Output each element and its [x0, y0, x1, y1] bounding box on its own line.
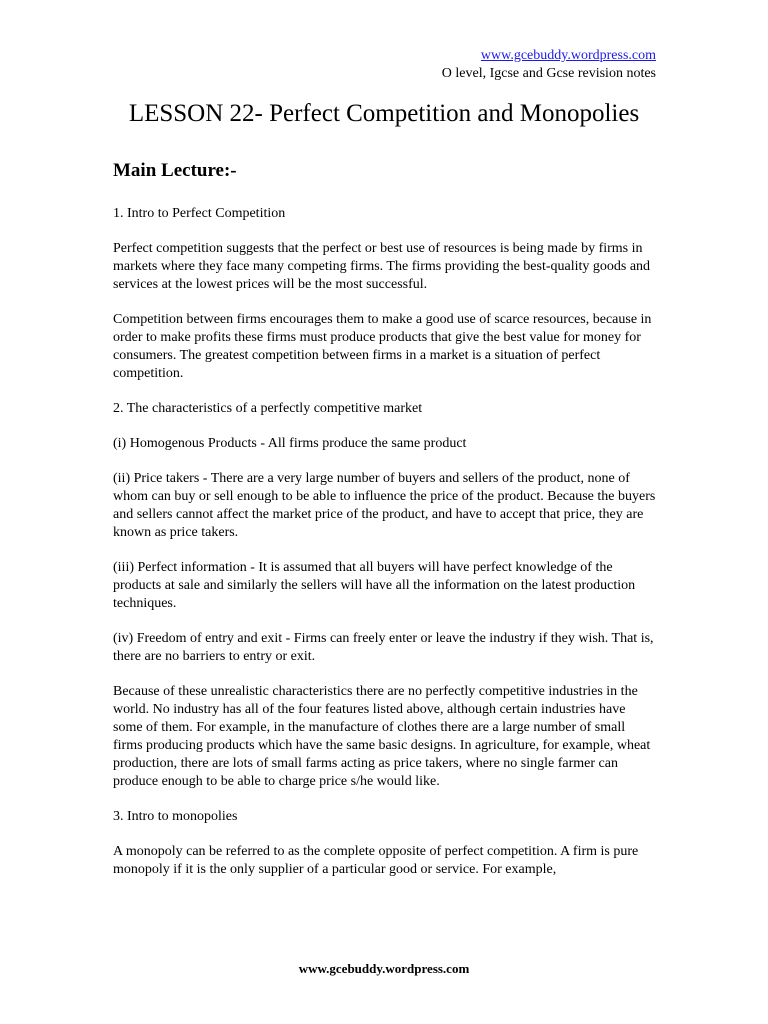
paragraph: Competition between firms encourages them to make a good use of scarce resources, because in order to make profits these firms must produce products that give the best value for money for consumers. The greatest competition between firms in a market is a situation of perfect competition. — [113, 312, 652, 381]
characteristic-item: (iv) Freedom of entry and exit - Firms can freely enter or leave the industry if they wish. That is, there are no barriers to entry or exit. — [113, 631, 654, 664]
paragraph: Because of these unrealistic characteristics there are no perfectly competitive industries in the world. No industry has all of the four features listed above, although certain industries have some of them. For example, in the manufacture of clothes there are a large number of small firms producing products which have the same basic designs. In agriculture, for example, wheat production, there are lots of small farms acting as price takers, where no single farmer can produce enough to be able to charge price s/he would like. — [113, 684, 651, 789]
page-header — [442, 47, 656, 83]
header-subtitle: O level, Igcse and Gcse revision notes — [441, 66, 656, 81]
characteristic-item: (i) Homogenous Products - All firms produce the same product — [113, 436, 467, 451]
lesson-title: LESSON 22- Perfect Competition and Monopolies — [128, 100, 640, 127]
website-link[interactable]: www.gcebuddy.wordpress.com — [480, 48, 656, 63]
paragraph: Perfect competition suggests that the perfect or best use of resources is being made by firms in markets where they face many competing firms. The firms providing the best-quality goods and services at the lowest prices will be the most successful. — [113, 241, 651, 292]
paragraph: A monopoly can be referred to as the complete opposite of perfect competition. A firm is pure monopoly if it is the only supplier of a particular good or service. For example, — [113, 844, 639, 877]
main-lecture-heading: Main Lecture:- — [113, 160, 237, 181]
characteristic-item: (ii) Price takers - There are a very large number of buyers and sellers of the product, none of whom can buy or sell enough to be able to influence the price of the product. Because the buyers and sellers cannot affect the market price of the product, and have to accept that price, they are known as price takers. — [113, 471, 656, 540]
section-heading-intro-monopolies: 3. Intro to monopolies — [113, 809, 238, 824]
section-heading-intro-perfect-competition: 1. Intro to Perfect Competition — [113, 206, 286, 221]
characteristic-item: (iii) Perfect information - It is assumed that all buyers will have perfect knowledge of the products at sale and similarly the sellers will have all the information on the latest production techniques. — [113, 560, 636, 611]
lesson-body — [113, 205, 658, 896]
page-footer: www.gcebuddy.wordpress.com — [298, 961, 470, 976]
section-heading-characteristics: 2. The characteristics of a perfectly competitive market — [113, 401, 423, 416]
